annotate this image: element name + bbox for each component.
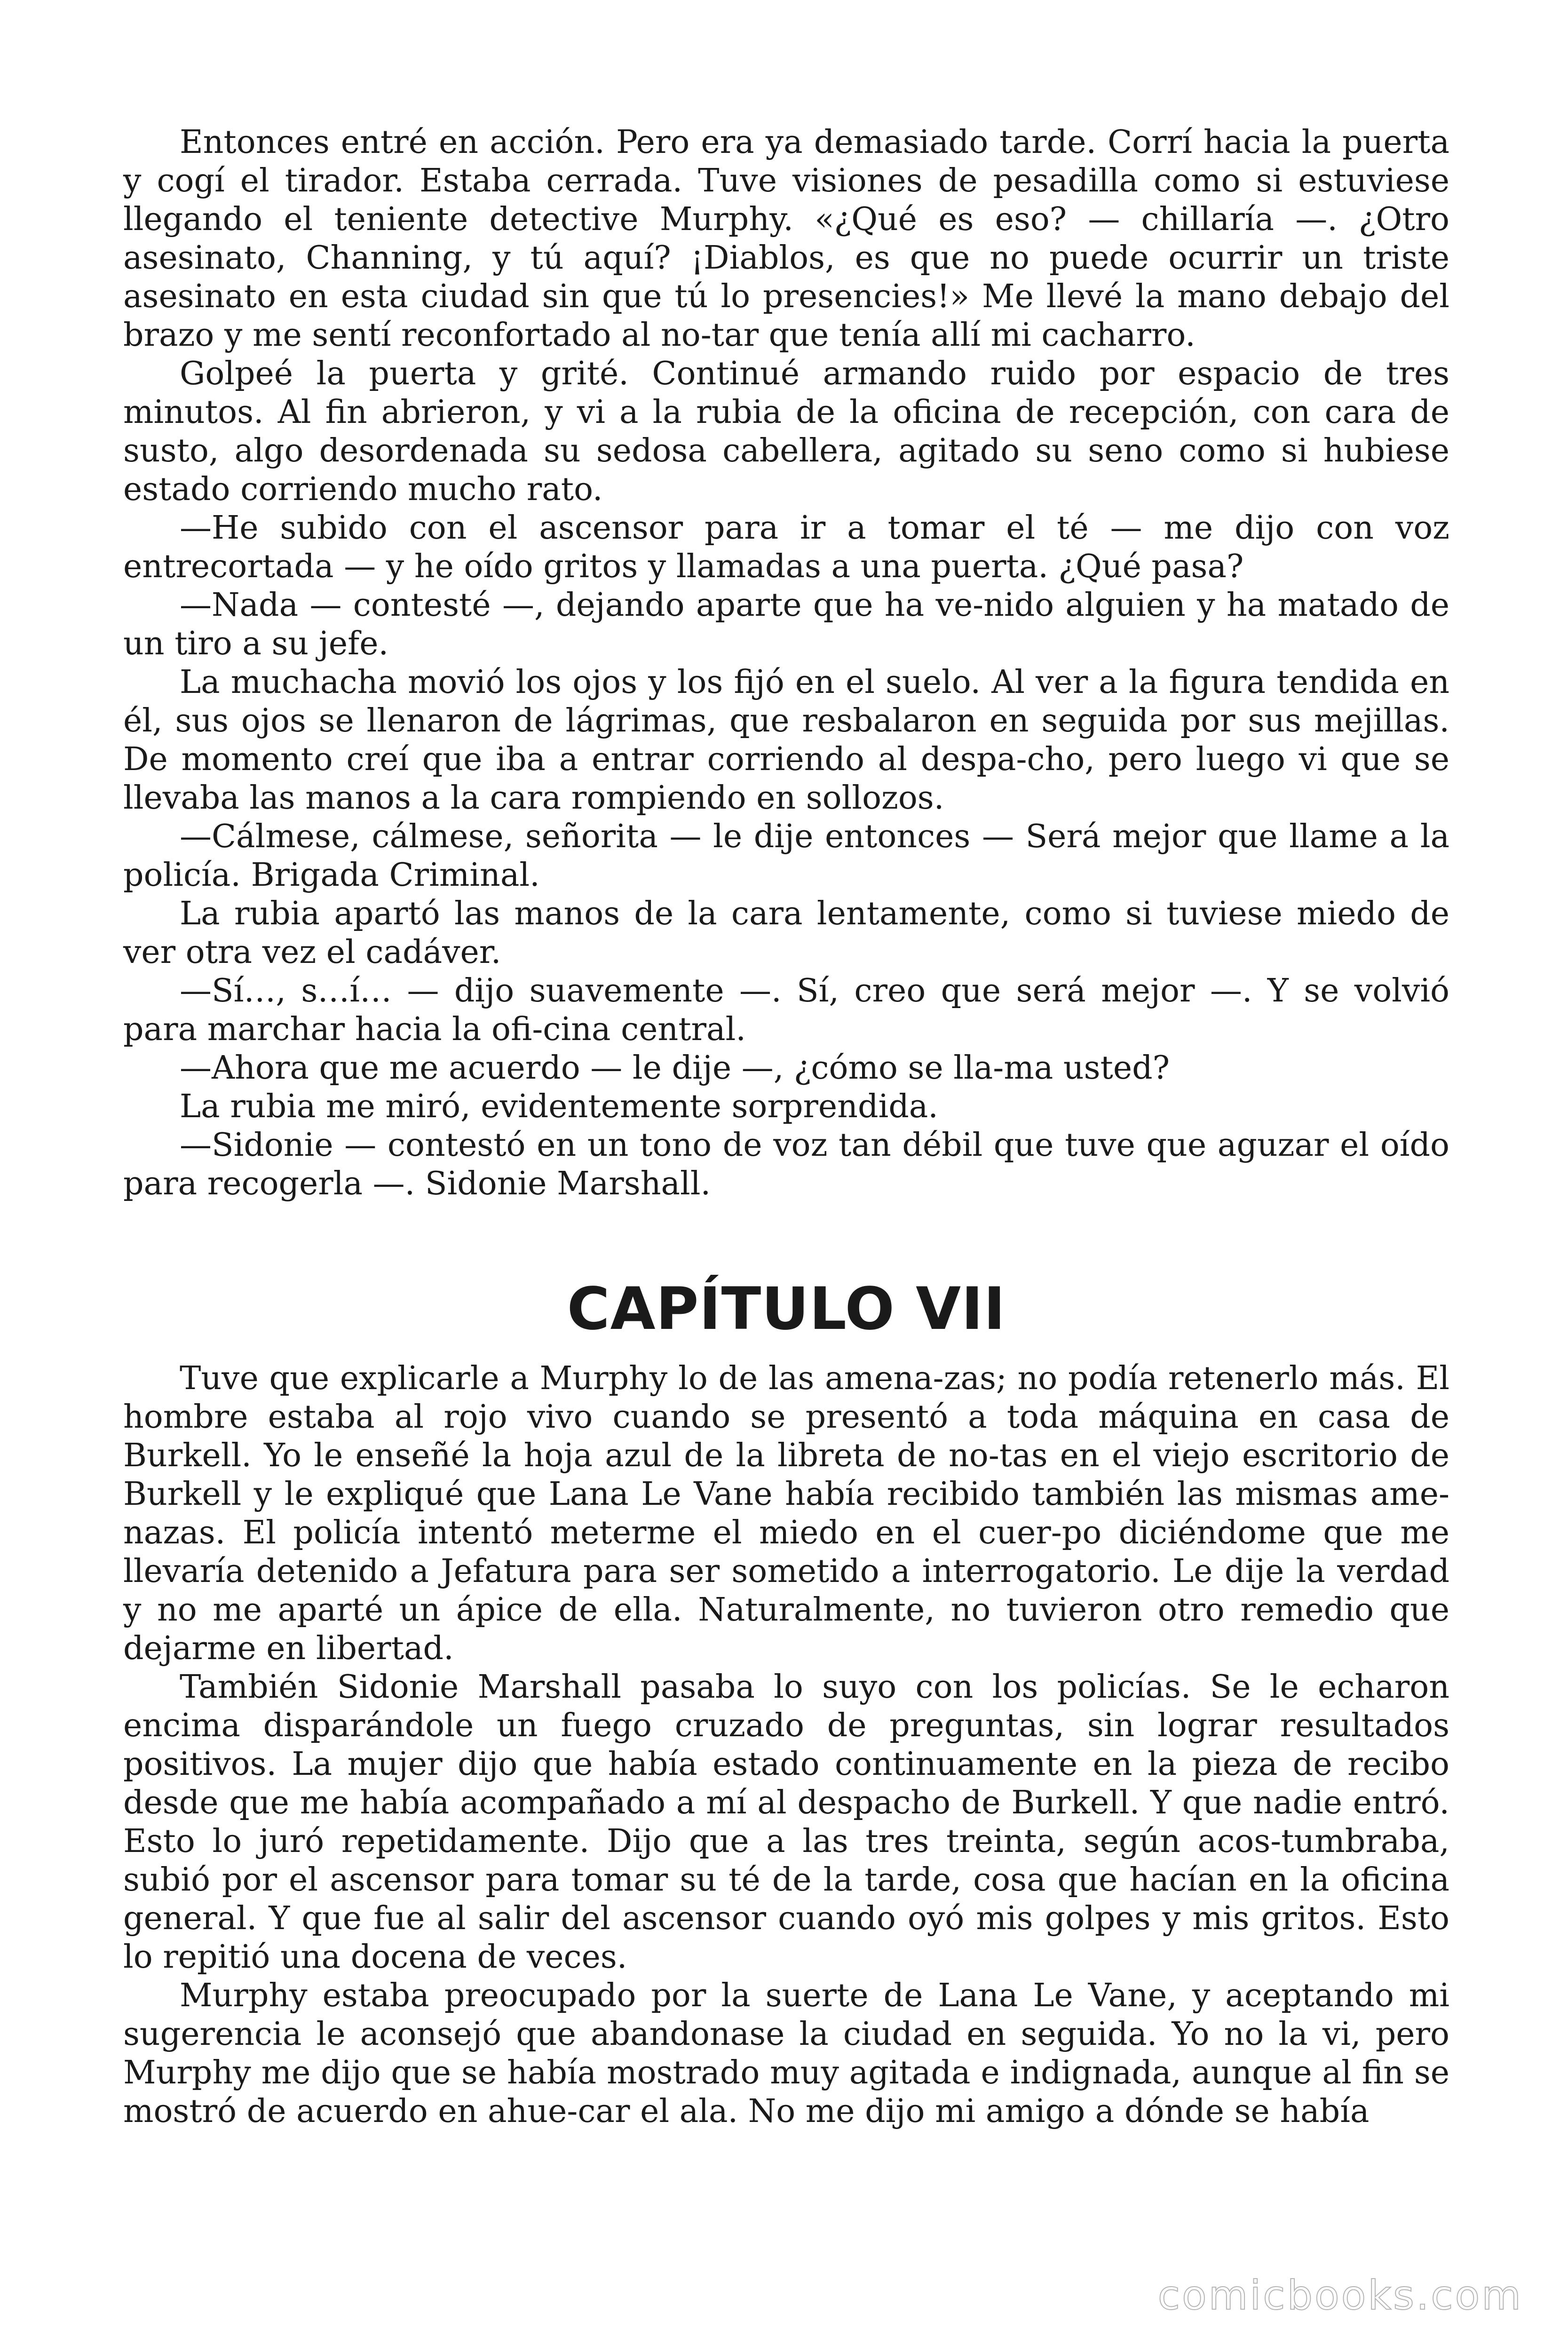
page-text	[123, 123, 1449, 2131]
paragraph: La rubia me miró, evidentemente sorprendida.	[180, 1088, 938, 1125]
paragraph: —Sidonie — contestó en un tono de voz tan débil que tuve que aguzar el oído para recogerla —. Sidonie Marshall.	[123, 1127, 1449, 1202]
chapter-title: CAPÍTULO VII	[567, 1275, 1006, 1343]
paragraph: La muchacha movió los ojos y los fijó en el suelo. Al ver a la figura tendida en él, sus ojos se llenaron de lágrimas, que resbalaron en seguida por sus mejillas. De momento creí que iba a entrar corriendo al despa-cho, pero luego vi que se llevaba las manos a la cara rompiendo en sollozos.	[123, 664, 1449, 817]
paragraph: La rubia apartó las manos de la cara lentamente, como si tuviese miedo de ver otra vez el cadáver.	[123, 895, 1449, 971]
paragraph: —Nada — contesté —, dejando aparte que ha ve-nido alguien y ha matado de un tiro a su jefe.	[123, 587, 1449, 662]
paragraph: —Cálmese, cálmese, señorita — le dije entonces — Será mejor que llame a la policía. Brigada Criminal.	[123, 818, 1449, 894]
watermark: comicbooks.com	[1157, 2272, 1523, 2319]
paragraph: Murphy estaba preocupado por la suerte de Lana Le Vane, y aceptando mi sugerencia le aconsejó que abandonase la ciudad en seguida. Yo no la vi, pero Murphy me dijo que se había mostrado muy agitada e indignada, aunque al fin se mostró de acuerdo en ahue-car el ala. No me dijo mi amigo a dónde se había	[123, 1977, 1449, 2130]
paragraph: —Sí…, s…í… — dijo suavemente —. Sí, creo que será mejor —. Y se volvió para marchar hacia la ofi-cina central.	[123, 972, 1449, 1048]
paragraph: Golpeé la puerta y grité. Continué armando ruido por espacio de tres minutos. Al fin abrieron, y vi a la rubia de la oficina de recepción, con cara de susto, algo desordenada su sedosa cabellera, agitado su seno como si hubiese estado corriendo mucho rato.	[123, 355, 1449, 508]
paragraph: Entonces entré en acción. Pero era ya demasiado tarde. Corrí hacia la puerta y cogí el tirador. Estaba cerrada. Tuve visiones de pesadilla como si estuviese llegando el teniente detective Murphy. «¿Qué es eso? — chillaría —. ¿Otro asesinato, Channing, y tú aquí? ¡Diablos, es que no puede ocurrir un triste asesinato en esta ciudad sin que tú lo presencies!» Me llevé la mano debajo del brazo y me sentí reconfortado al no-tar que tenía allí mi cacharro.	[123, 124, 1449, 354]
paragraph: Tuve que explicarle a Murphy lo de las amena-zas; no podía retenerlo más. El hombre estaba al rojo vivo cuando se presentó a toda máquina en casa de Burkell. Yo le enseñé la hoja azul de la libreta de no-tas en el viejo escritorio de Burkell y le expliqué que Lana Le Vane había recibido también las mismas ame-nazas. El policía intentó meterme el miedo en el cuer-po diciéndome que me llevaría detenido a Jefatura para ser sometido a interrogatorio. Le dije la verdad y no me aparté un ápice de ella. Naturalmente, no tuvieron otro remedio que dejarme en libertad.	[123, 1360, 1449, 1667]
paragraph: —He subido con el ascensor para ir a tomar el té — me dijo con voz entrecortada — y he oído gritos y llamadas a una puerta. ¿Qué pasa?	[123, 509, 1449, 585]
paragraph: —Ahora que me acuerdo — le dije —, ¿cómo se lla-ma usted?	[180, 1049, 1170, 1087]
paragraph: También Sidonie Marshall pasaba lo suyo con los policías. Se le echaron encima disparándole un fuego cruzado de preguntas, sin lograr resultados positivos. La mujer dijo que había estado continuamente en la pieza de recibo desde que me había acompañado a mí al despacho de Burkell. Y que nadie entró. Esto lo juró repetidamente. Dijo que a las tres treinta, según acos-tumbraba, subió por el ascensor para tomar su té de la tarde, cosa que hacían en la oficina general. Y que fue al salir del ascensor cuando oyó mis golpes y mis gritos. Esto lo repitió una docena de veces.	[123, 1669, 1449, 1976]
